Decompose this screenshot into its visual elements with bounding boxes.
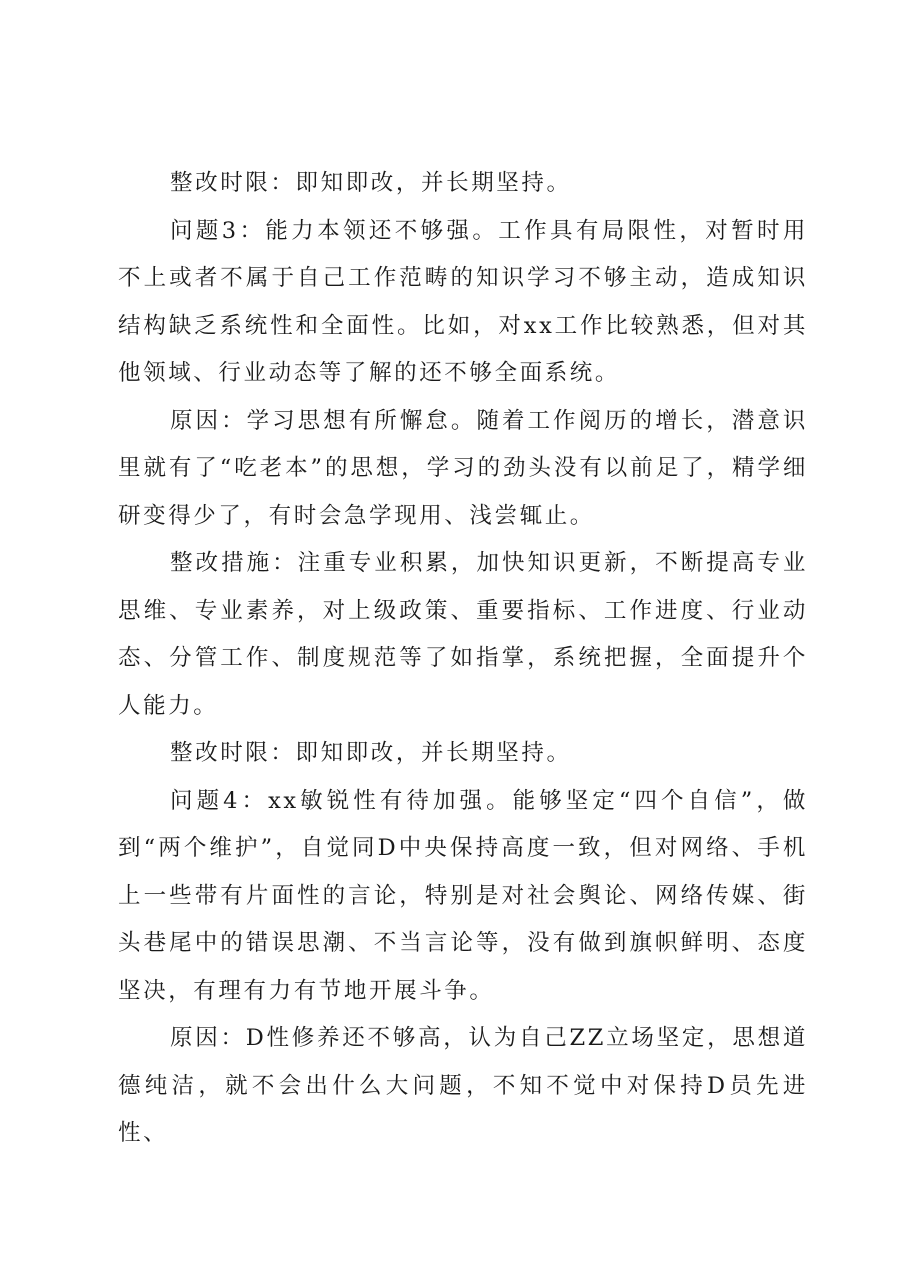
paragraph-cause-4: 原因：D性修养还不够高，认为自己ZZ立场坚定，思想道德纯洁，就不会出什么大问题，不知不觉中对保持D员先进性、 — [118, 1025, 808, 1146]
paragraph-rectification-deadline-2: 整改时限：即知即改，并长期坚持。 — [170, 740, 572, 766]
paragraph-rectification-deadline-1: 整改时限：即知即改，并长期坚持。 — [170, 170, 572, 196]
paragraph-measures-3: 整改措施：注重专业积累，加快知识更新，不断提高专业思维、专业素养，对上级政策、重要指标、工作进度、行业动态、分管工作、制度规范等了如指掌，系统把握，全面提升个人能力。 — [118, 550, 808, 719]
paragraph-cause-3: 原因：学习思想有所懈怠。随着工作阅历的增长，潜意识里就有了“吃老本”的思想，学习的劲头没有以前足了，精学细研变得少了，有时会急学现用、浅尝辄止。 — [118, 407, 808, 529]
document-body — [118, 160, 808, 1158]
paragraph-problem-4: 问题4：xx敏锐性有待加强。能够坚定“四个自信”，做到“两个维护”，自觉同D中央保持高度一致，但对网络、手机上一些带有片面性的言论，特别是对社会舆论、网络传媒、街头巷尾中的错误思潮、不当言论等，没有做到旗帜鲜明、态度坚决，有理有力有节地开展斗争。 — [118, 787, 808, 1004]
paragraph-problem-3: 问题3：能力本领还不够强。工作具有局限性，对暂时用不上或者不属于自己工作范畴的知识学习不够主动，造成知识结构缺乏系统性和全面性。比如，对xx工作比较熟悉，但对其他领域、行业动态等了解的还不够全面系统。 — [118, 217, 808, 386]
